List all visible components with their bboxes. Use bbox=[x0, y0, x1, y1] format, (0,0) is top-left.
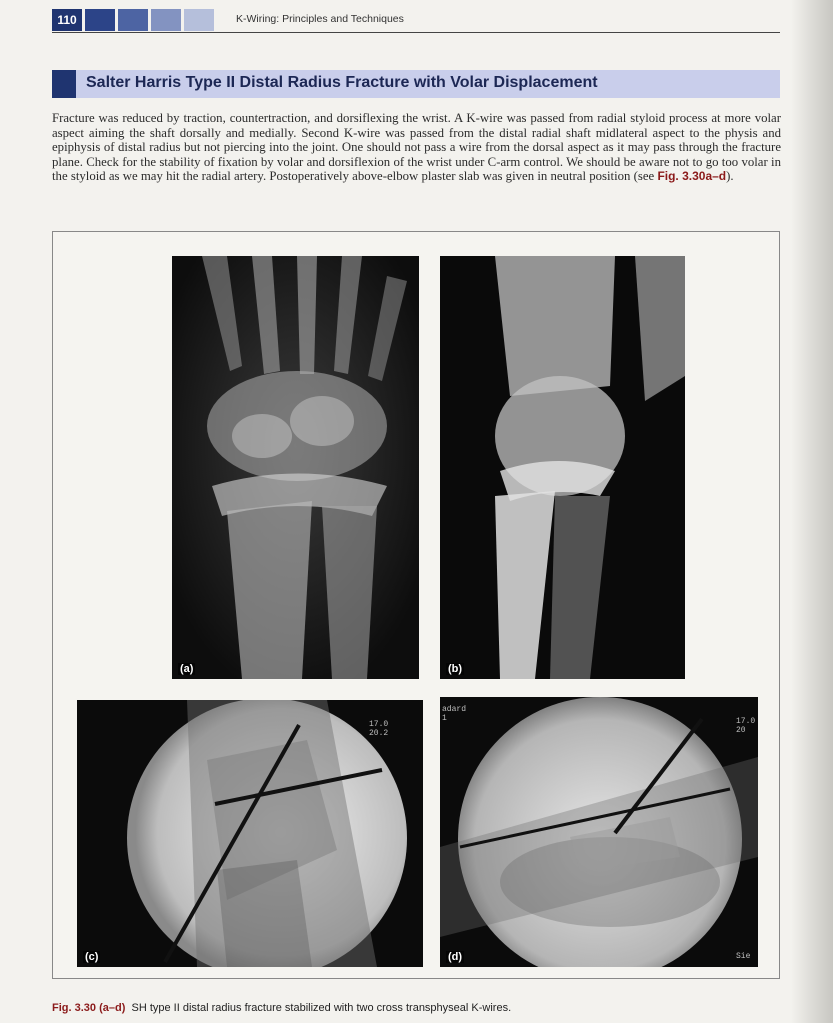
panel-label-c: (c) bbox=[85, 951, 99, 963]
section-marker bbox=[52, 70, 76, 98]
panel-label-b: (b) bbox=[448, 663, 463, 675]
figure-caption bbox=[52, 1002, 780, 1014]
header-color-block bbox=[151, 9, 181, 31]
body-paragraph bbox=[52, 111, 781, 184]
section-heading-bar bbox=[52, 70, 780, 98]
caption-text: SH type II distal radius fracture stabilized with two cross transphyseal K-wires. bbox=[131, 1002, 512, 1014]
panel-label-d: (d) bbox=[448, 951, 463, 963]
panel-label-a: (a) bbox=[180, 663, 194, 675]
running-title: K-Wiring: Principles and Techniques bbox=[236, 13, 404, 25]
page-number: 110 bbox=[52, 9, 82, 31]
header-color-block bbox=[184, 9, 214, 31]
paragraph-text: Fracture was reduced by traction, countertraction, and dorsiflexing the wrist. A K-wire was passed from radial styloid process at more volar aspect aiming the shaft dorsally and medially. Second K-wire was passed from the distal radial shaft midlateral aspect to the physis and epiphysis of distal radius but not piercing into the joint. One should not pass a wire from the dorsal aspect as it may pass through the fracture plane. Check for the stability of fixation by volar and dorsiflexion of the wrist under C-arm control. We should be aware not to go too volar in the styloid as we may hit the radial artery. Postoperatively above-elbow plaster slab was given in neutral position (see bbox=[52, 111, 781, 184]
section-title: Salter Harris Type II Distal Radius Fracture with Volar Displacement bbox=[86, 74, 598, 91]
caption-label: Fig. 3.30 (a–d) bbox=[52, 1002, 126, 1014]
xray-panel-a bbox=[172, 256, 419, 679]
header-color-block bbox=[85, 9, 115, 31]
stamp-d: 17.0 20 bbox=[736, 717, 756, 735]
paragraph-end: ). bbox=[726, 169, 734, 184]
running-header bbox=[52, 9, 780, 33]
page-edge-shadow bbox=[791, 0, 833, 1023]
figure-reference-link[interactable]: Fig. 3.30a–d bbox=[657, 169, 727, 184]
header-color-block bbox=[118, 9, 148, 31]
stamp-c: 17.0 20.2 bbox=[369, 720, 389, 738]
stamp-d-corner: Sie bbox=[736, 952, 751, 961]
xray-panel-b bbox=[440, 256, 685, 679]
stamp-d-left: adard 1 bbox=[442, 705, 467, 723]
xray-panel-d bbox=[440, 697, 758, 967]
header-rule bbox=[52, 32, 780, 33]
xray-panel-c bbox=[77, 700, 423, 967]
